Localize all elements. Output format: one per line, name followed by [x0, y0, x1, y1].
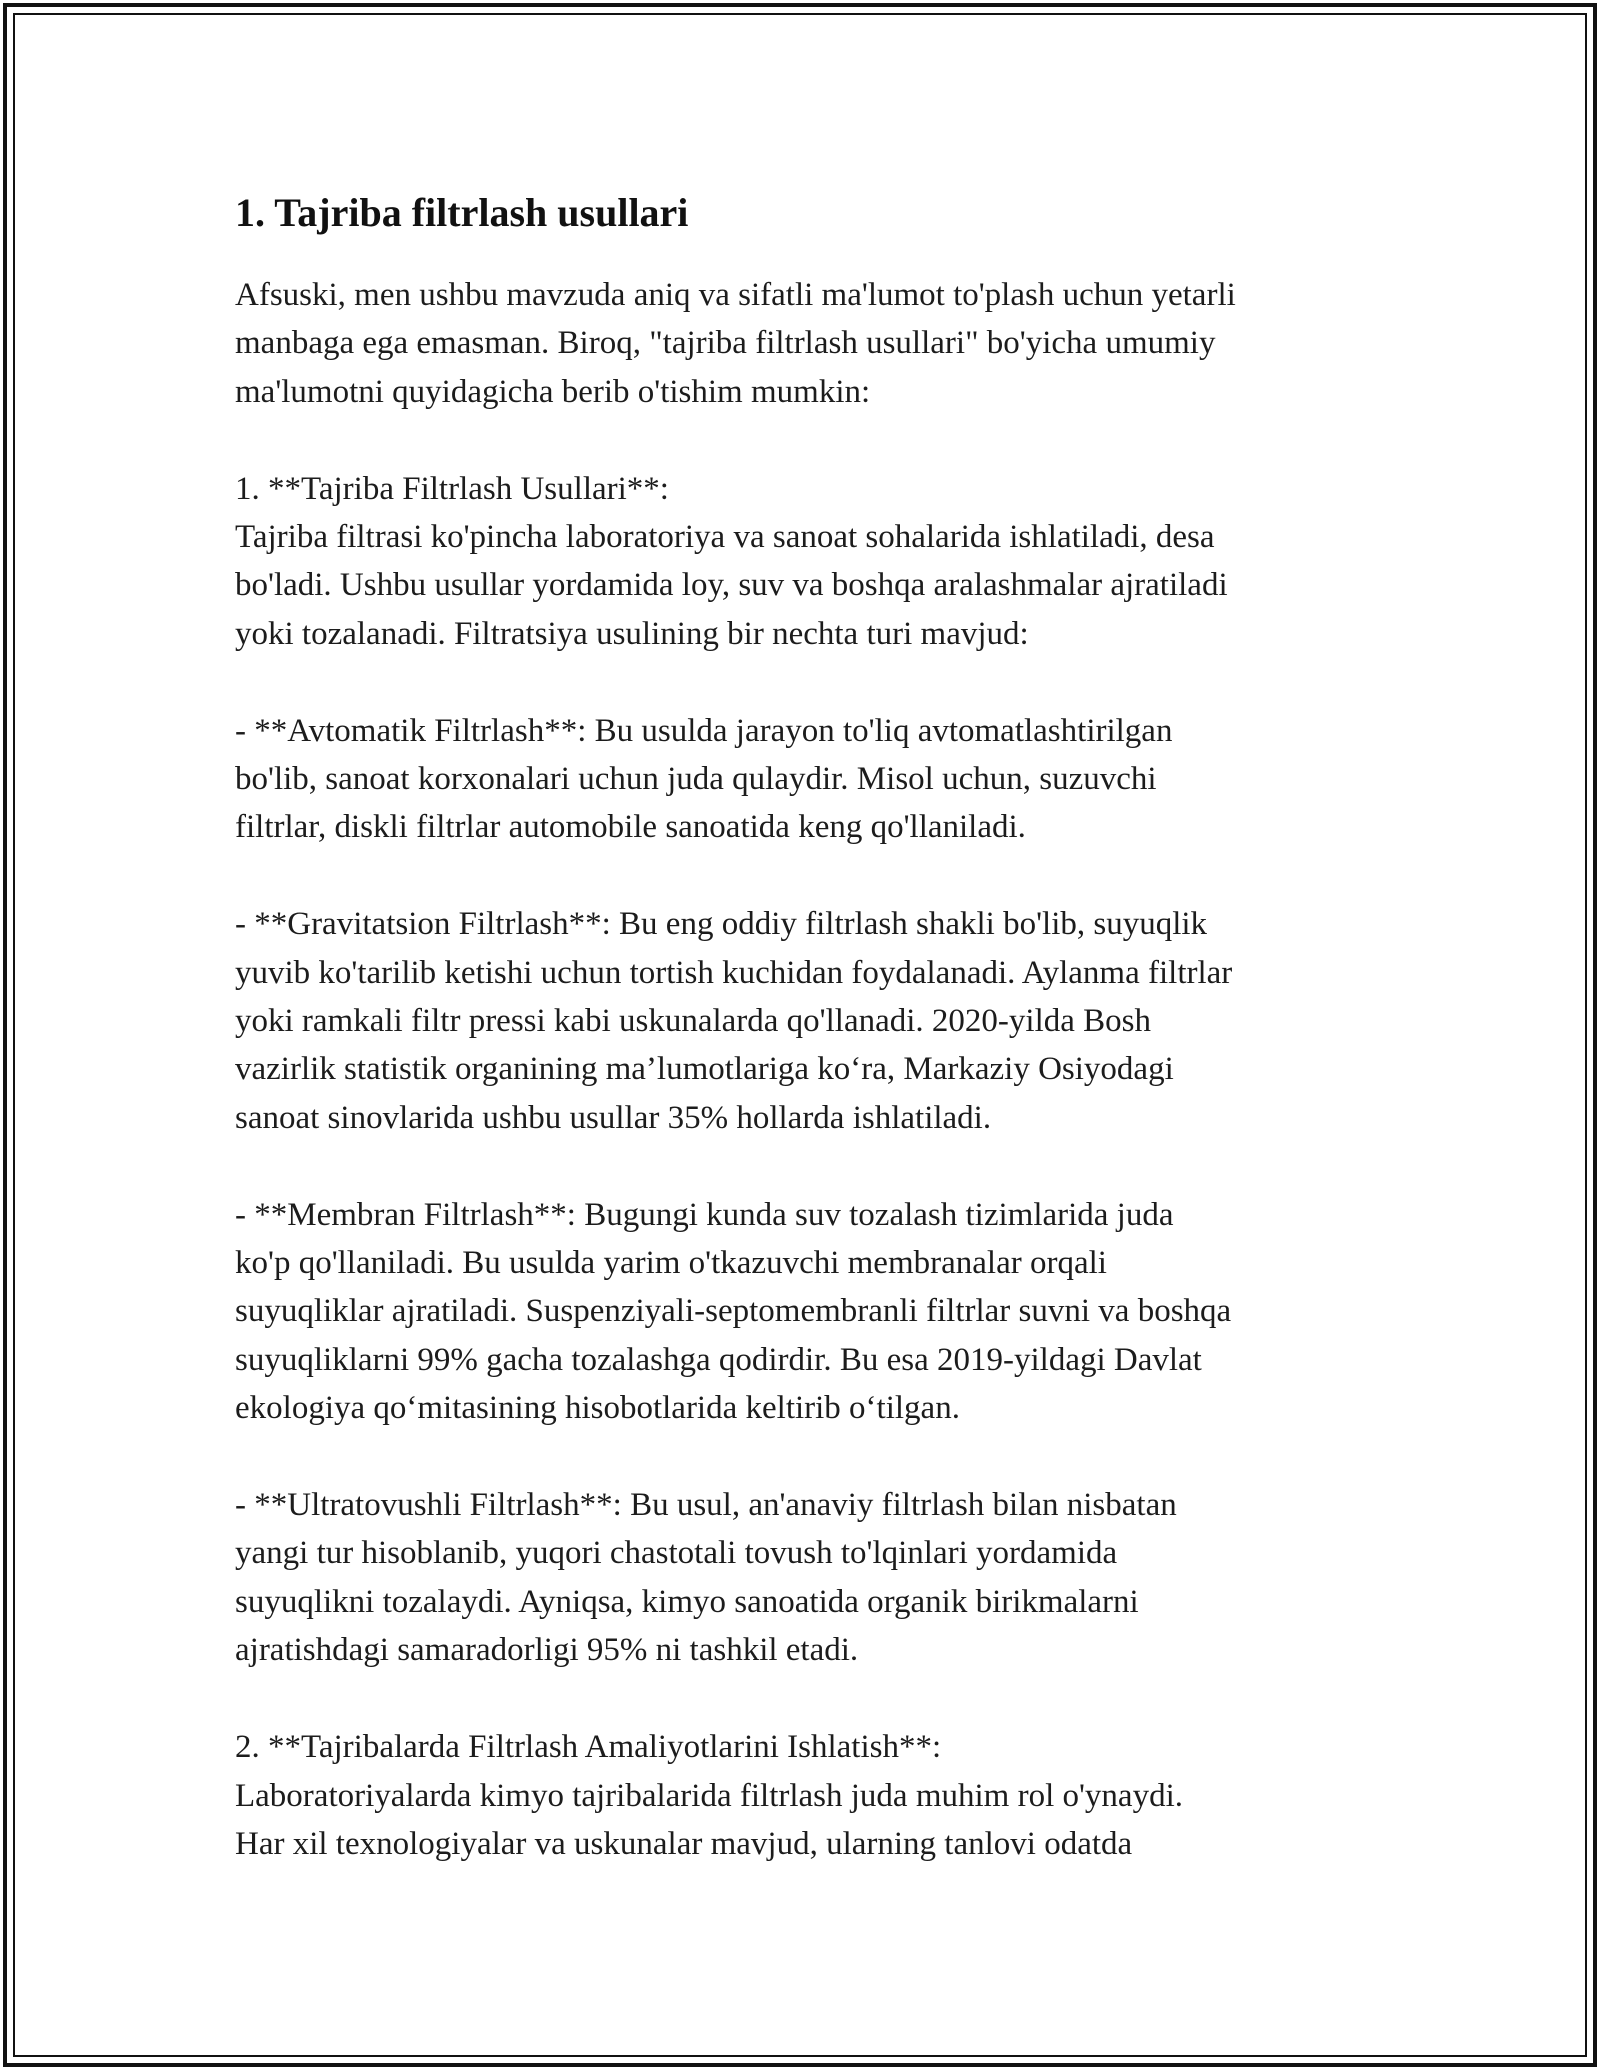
section-heading: 1. Tajriba filtrlash usullari — [235, 190, 689, 235]
gravity-filtration-item: - **Gravitatsion Filtrlash**: Bu eng oddiy filtrlash shakli bo'lib, suyuqlik yuvib ko'tarilib ketishi uchun tortish kuchidan foydalanadi. Aylanma filtrlar yoki ramkali filtr pressi kabi uskunalarda qo'llanadi. 2020-yilda Bosh vazirlik statistik organining ma’lumotlariga ko‘ra, Markaziy Osiyodagi sanoat sinovlarida ushbu usullar 35% hollarda ishlatiladi. — [235, 906, 1233, 1136]
paragraph-spacer — [235, 1142, 1365, 1190]
ultrasonic-filtration-item: - **Ultratovushli Filtrlash**: Bu usul, an'anaviy filtrlash bilan nisbatan yangi tur hisoblanib, yuqori chastotali tovush to'lqinlari yordamida suyuqlikni tozalaydi. Ayniqsa, kimyo sanoatida organik birikmalarni ajratishdagi samaradorligi 95% ni tashkil etadi. — [235, 1487, 1177, 1669]
paragraph-spacer — [235, 1433, 1365, 1481]
paragraph-spacer — [235, 658, 1365, 706]
methods-overview-paragraph: 1. **Tajriba Filtrlash Usullari**: Tajriba filtrasi ko'pincha laboratoriya va sanoat sohalarida ishlatiladi, desa bo'ladi. Ushbu usullar yordamida loy, suv va boshqa aralashmalar ajratiladi yoki tozalanadi. Filtratsiya usulining bir nechta turi mavjud: — [235, 470, 1228, 652]
paragraph-spacer — [235, 1675, 1365, 1723]
intro-paragraph: Afsuski, men ushbu mavzuda aniq va sifatli ma'lumot to'plash uchun yetarli manbaga ega emasman. Biroq, "tajriba filtrlash usullari" bo'yicha umumiy ma'lumotni quyidagicha berib o'tishim mumkin: — [235, 277, 1236, 410]
automatic-filtration-item: - **Avtomatik Filtrlash**: Bu usulda jarayon to'liq avtomatlashtirilgan bo'lib, sanoat korxonalari uchun juda qulaydir. Misol uchun, suzuvchi filtrlar, diskli filtrlar automobile sanoatida keng qo'llaniladi. — [235, 712, 1173, 846]
document-page — [235, 185, 1365, 1868]
lab-practice-paragraph: 2. **Tajribalarda Filtrlash Amaliyotlarini Ishlatish**: Laboratoriyalarda kimyo tajribalarida filtrlash juda muhim rol o'ynaydi. Har xil texnologiyalar va uskunalar mavjud, ularning tanlovi odatda — [235, 1729, 1183, 1862]
membrane-filtration-item: - **Membran Filtrlash**: Bugungi kunda suv tozalash tizimlarida juda ko'p qo'llaniladi. Bu usulda yarim o'tkazuvchi membranalar orqali suyuqliklar ajratiladi. Suspenziyali-septomembranli filtrlar suvni va boshqa suyuqliklarni 99% gacha tozalashga qodirdir. Bu esa 2019-yildagi Davlat ekologiya qo‘mitasining hisobotlarida keltirib o‘tilgan. — [235, 1196, 1232, 1427]
paragraph-spacer — [235, 852, 1365, 900]
paragraph-spacer — [235, 416, 1365, 464]
